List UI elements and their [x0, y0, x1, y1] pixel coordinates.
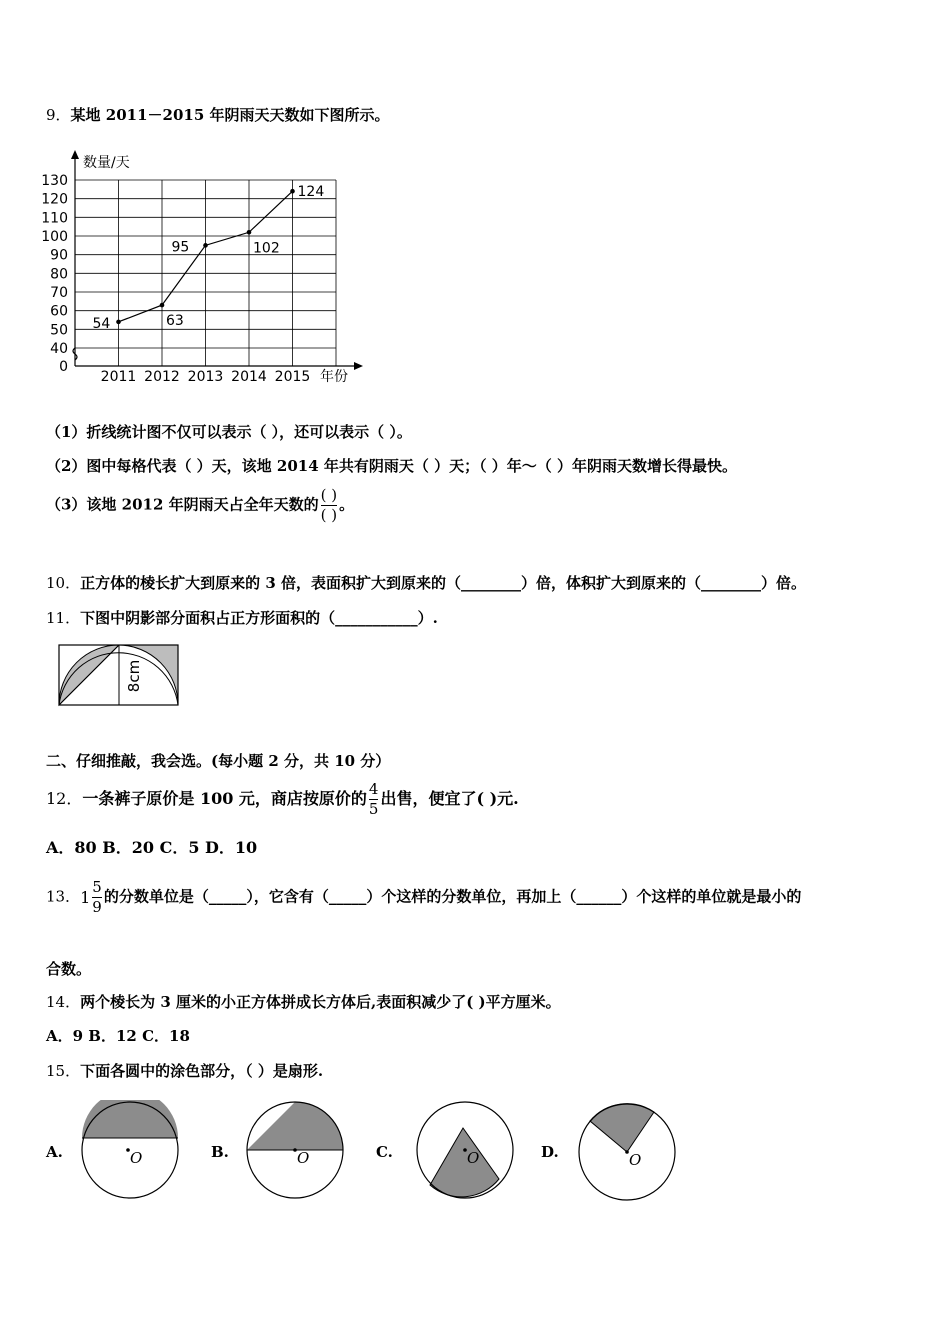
section2-title: 二、仔细推敲，我会选。(每小题 2 分，共 10 分）: [46, 752, 391, 770]
data-point: [116, 320, 121, 325]
fraction-denominator: 5: [368, 800, 379, 818]
x-tick-label: 2014: [231, 369, 267, 385]
y-tick-label: 0: [59, 359, 68, 375]
fraction-denominator: ( ): [320, 506, 338, 524]
data-point: [203, 243, 208, 248]
y-tick-label: 50: [50, 322, 68, 339]
q13-fraction: [92, 880, 102, 915]
x-tick-label: 2015: [274, 369, 311, 385]
x-axis-label: 年份: [320, 369, 348, 385]
q15-option-b-circle: [243, 1100, 347, 1200]
q9-number: 9．: [46, 106, 71, 124]
q13: [46, 880, 801, 915]
q15-option-c-label: C.: [376, 1143, 393, 1161]
q9-stem: [46, 104, 390, 125]
q9-sub2: （2）图中每格代表（ ）天，该地 2014 年共有阴雨天（ ）天；（ ）年～（ ）年阴雨天数增长得最快。: [46, 457, 738, 475]
x-axis-arrow: [354, 362, 363, 370]
q10-number: 10．: [46, 574, 81, 592]
data-label: 54: [92, 315, 111, 332]
y-tick-label: 60: [50, 303, 68, 320]
fraction-numerator: ( ): [320, 486, 338, 504]
q11-figure: [56, 642, 182, 708]
shaded-sector: [590, 1104, 654, 1152]
shaded-segment: [247, 1102, 343, 1150]
y-tick-label: 40: [50, 341, 68, 357]
y-tick-label: 120: [41, 191, 68, 208]
q15-option-a-label: A.: [46, 1143, 63, 1161]
q12-fraction: [369, 782, 379, 817]
y-axis-label: 数量/天: [83, 155, 130, 171]
y-tick-label: 90: [50, 247, 68, 264]
q14-options: A．9 B．12 C．18: [46, 1027, 190, 1045]
center-label: O: [629, 1151, 642, 1169]
y-tick-label: 80: [50, 266, 68, 283]
y-tick-label: 100: [41, 229, 68, 245]
y-tick-label: 130: [41, 173, 68, 189]
q15-option-d-circle: [575, 1102, 679, 1202]
data-point: [247, 230, 252, 235]
q14: [46, 991, 561, 1012]
q15-option-c-circle: [413, 1100, 517, 1200]
fraction-denominator: 9: [92, 898, 102, 916]
q14-text: 两个棱长为 3 厘米的小正方体拼成长方体后,表面积减少了( )平方厘米。: [80, 993, 561, 1011]
data-label: 124: [297, 184, 325, 201]
q12: [46, 782, 519, 817]
q9-sub3: [46, 488, 354, 523]
center-label: O: [297, 1149, 310, 1167]
data-label: 95: [171, 239, 190, 256]
center-label: O: [130, 1149, 143, 1167]
x-tick-label: 2012: [144, 369, 180, 385]
fraction-numerator: 4: [368, 780, 379, 798]
y-tick-label: 110: [41, 210, 68, 227]
q12-options: A．80 B．20 C．5 D．10: [46, 838, 258, 857]
fraction-numerator: 5: [92, 878, 102, 896]
center-label: O: [467, 1149, 480, 1167]
q9-sub3-end: 。: [339, 495, 355, 514]
q12-text-end: 出售，便宜了( )元.: [380, 789, 519, 808]
shaded-region: [430, 1128, 499, 1197]
data-point: [290, 189, 295, 194]
q13-whole: 1: [80, 888, 91, 907]
data-label: 63: [166, 313, 184, 330]
q9-text: 某地 2011－2015 年阴雨天天数如下图所示。: [70, 106, 390, 124]
q13-number: 13．: [46, 887, 81, 906]
length-label: 8cm: [125, 659, 143, 693]
x-tick-label: 2011: [100, 369, 137, 385]
data-label: 102: [253, 240, 280, 257]
q15-option-d-label: D.: [541, 1143, 559, 1161]
y-axis-arrow: [71, 150, 79, 159]
q11: [46, 607, 438, 628]
q11-text: 下图中阴影部分面积占正方形面积的（___________）.: [80, 609, 438, 627]
q15-option-b-label: B.: [211, 1143, 229, 1161]
q10-text: 正方体的棱长扩大到原来的 3 倍，表面积扩大到原来的（________）倍，体积扩大到原来的（________）倍。: [80, 574, 806, 592]
q10: [46, 572, 806, 593]
q13-continuation: 合数。: [46, 960, 92, 978]
q15-number: 15．: [46, 1062, 81, 1080]
q9-sub1: （1）折线统计图不仅可以表示（ ），还可以表示（ ）。: [46, 423, 412, 441]
q15: [46, 1060, 323, 1081]
q15-text: 下面各圆中的涂色部分，（ ）是扇形.: [80, 1062, 324, 1080]
q13-text: 的分数单位是（_____），它含有（_____）个这样的分数单位，再加上（______）个这样的单位就是最小的: [103, 887, 802, 906]
y-tick-label: 70: [50, 285, 68, 301]
shaded-segment: [82, 1100, 178, 1138]
q14-number: 14．: [46, 993, 81, 1011]
rainy-days-line-chart: [40, 145, 380, 390]
q15-option-a-circle: [78, 1100, 182, 1200]
q9-sub3-fraction: [321, 488, 337, 523]
data-point: [160, 303, 165, 308]
q12-text: 一条裤子原价是 100 元，商店按原价的: [82, 789, 367, 808]
q11-number: 11．: [46, 609, 81, 627]
q12-number: 12．: [46, 789, 83, 808]
x-tick-label: 2013: [187, 369, 224, 385]
q9-sub3-text: （3）该地 2012 年阴雨天占全年天数的: [46, 495, 319, 514]
